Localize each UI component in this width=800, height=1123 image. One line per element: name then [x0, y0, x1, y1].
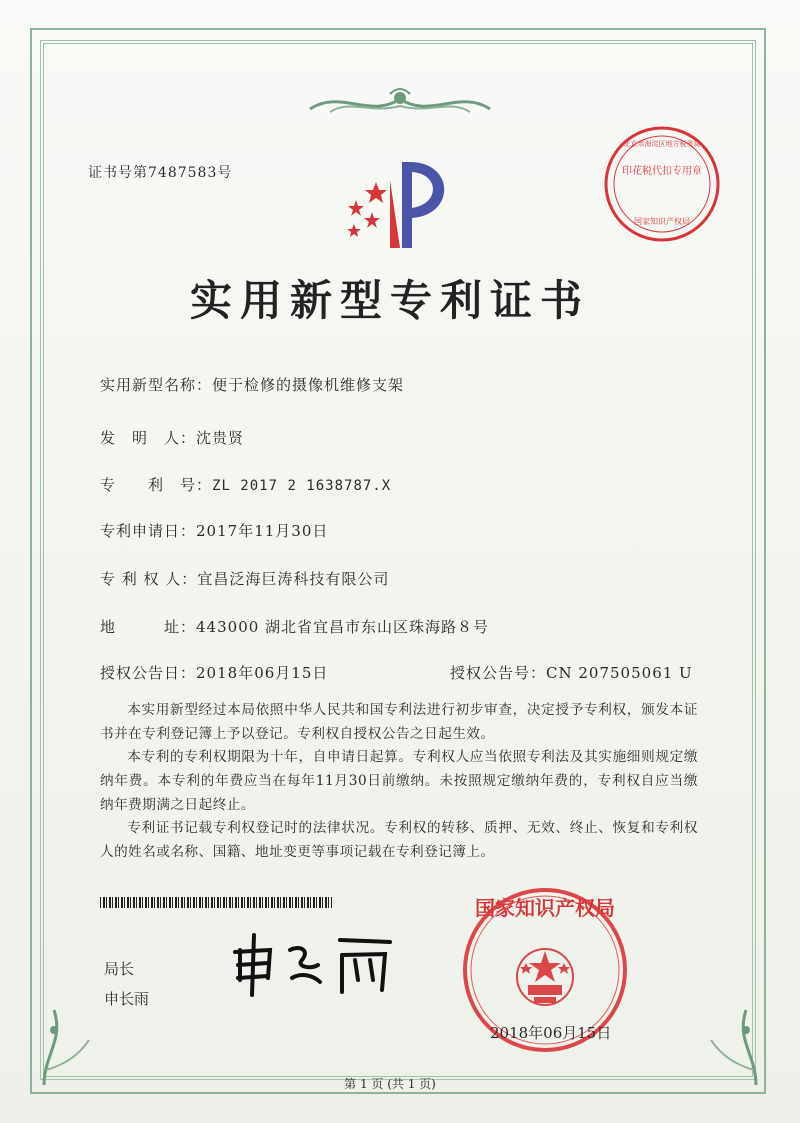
- seal-date: 2018年06月15日: [490, 1024, 612, 1042]
- patentee-row: [100, 568, 389, 589]
- body-paragraph-2: 本专利的专利权期限为十年，自申请日起算。专利权人应当依照专利法及其实施细则规定缴纳年费。本专利的年费应当在每年11月30日前缴纳。未按照规定缴纳年费的，专利权自应当缴纳年费期满之日起终止。: [100, 749, 698, 813]
- grant-date-row: [100, 662, 328, 683]
- body-paragraph-3: 专利证书记载专利权登记时的法律状况。专利权的转移、质押、无效、终止、恢复和专利权人的姓名或名称、国籍、地址变更等事项记载在专利登记簿上。: [100, 820, 698, 860]
- utility-model-name-value: 便于检修的摄像机维修支架: [212, 376, 405, 394]
- tax-stamp-inner-text: 印花税代扣专用章: [622, 166, 702, 177]
- director-title: 局长: [104, 960, 135, 978]
- page-footer: 第 1 页 (共 1 页): [344, 1077, 436, 1091]
- inventor-value: 沈贵贤: [196, 429, 245, 447]
- tax-stamp-bottom-text: 国家知识产权局: [634, 217, 690, 226]
- certificate-number: 证书号第7487583号: [88, 165, 233, 181]
- filing-date-label: 专利申请日：: [100, 522, 197, 540]
- director-name: 申长雨: [104, 990, 150, 1008]
- address-label: 地 址：: [100, 618, 197, 636]
- patent-number-label: 专 利 号：: [100, 476, 213, 494]
- patent-number-value: ZL 2017 2 1638787.X: [212, 478, 392, 494]
- barcode: [100, 897, 332, 908]
- inventor-row: [100, 427, 244, 448]
- patent-office-logo: [330, 160, 460, 255]
- patentee-value: 宜昌泛海巨涛科技有限公司: [197, 570, 390, 588]
- handwritten-signature: [230, 930, 400, 1000]
- utility-model-name-row: [100, 374, 404, 395]
- grant-number-value: CN 207505061 U: [546, 664, 693, 682]
- utility-model-name-label: 实用新型名称：: [100, 376, 213, 394]
- tax-stamp: [602, 124, 722, 244]
- patent-number-row: [100, 474, 391, 495]
- official-seal-text: 国家知识产权局: [475, 896, 615, 920]
- address-value: 443000 湖北省宜昌市东山区珠海路８号: [196, 618, 490, 636]
- grant-date-value: 2018年06月15日: [196, 664, 329, 682]
- body-paragraph-1: 本实用新型经过本局依照中华人民共和国专利法进行初步审查，决定授予专利权，颁发本证书并在专利登记簿上予以登记。专利权自授权公告之日起生效。: [100, 702, 698, 742]
- grant-number-label: 授权公告号：: [450, 664, 547, 682]
- document-title: 实用新型专利证书: [189, 276, 590, 325]
- filing-date-value: 2017年11月30日: [196, 522, 329, 540]
- address-row: [100, 616, 489, 637]
- grant-date-label: 授权公告日：: [100, 664, 197, 682]
- tax-stamp-ring-text: 北京市海淀区地方税务局: [623, 140, 701, 148]
- inventor-label: 发 明 人：: [100, 429, 197, 447]
- filing-date-row: [100, 520, 328, 541]
- grant-number-row: [450, 662, 693, 683]
- top-ornament: [300, 84, 500, 124]
- patentee-label: 专 利 权 人：: [100, 570, 198, 588]
